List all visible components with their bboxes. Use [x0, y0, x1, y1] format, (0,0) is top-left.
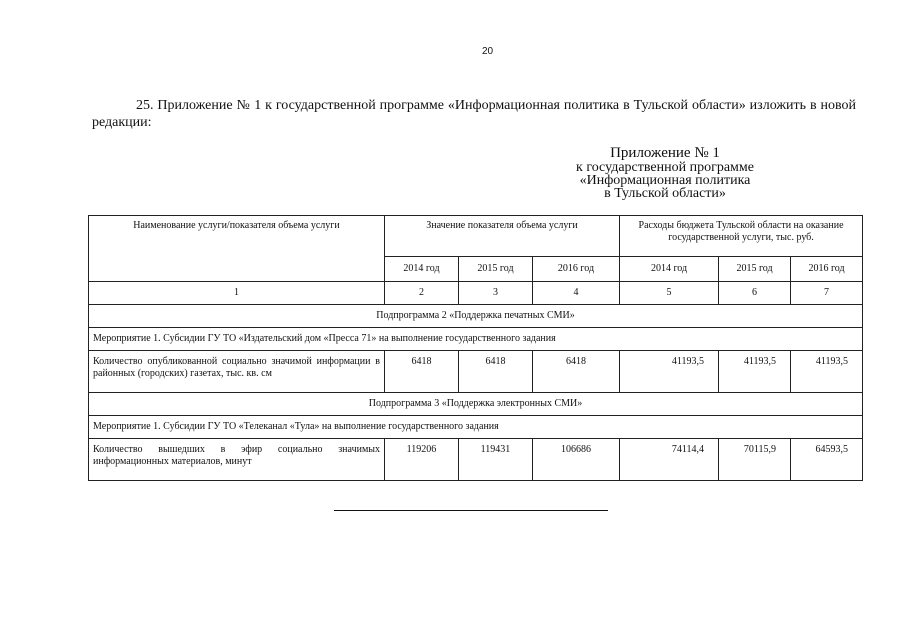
- indicator-name: Количество опубликованной социально значимой информации в районных (городских) газетах, тыс. кв. см: [89, 351, 385, 393]
- indicator-value: 119431: [459, 439, 533, 481]
- measure-row: [89, 416, 863, 439]
- appendix-line: Приложение № 1: [610, 145, 720, 161]
- column-number: 1: [89, 282, 385, 305]
- expense-value: 41193,5: [791, 351, 863, 393]
- appendix-line: «Информационная политика: [579, 173, 751, 188]
- column-number: 4: [533, 282, 620, 305]
- indicator-value: 6418: [385, 351, 459, 393]
- amendment-paragraph: 25. Приложение № 1 к государственной программе «Информационная политика в Тульской области» изложить в новой редакции:: [92, 98, 856, 130]
- measure-title: Мероприятие 1. Субсидии ГУ ТО «Издательский дом «Пресса 71» на выполнение государственного задания: [89, 328, 863, 351]
- column-number: 6: [719, 282, 791, 305]
- indicator-value: 6418: [533, 351, 620, 393]
- column-number: 5: [620, 282, 719, 305]
- header-year: 2016 год: [791, 257, 863, 282]
- subprogram-row: [89, 393, 863, 416]
- header-name: Наименование услуги/показателя объема услуги: [89, 216, 385, 282]
- table-row: [89, 351, 863, 393]
- column-number-row: [89, 282, 863, 305]
- page-number: 20: [482, 46, 494, 57]
- appendix-line: в Тульской области»: [604, 186, 726, 201]
- subprogram-row: [89, 305, 863, 328]
- subprogram-title: Подпрограмма 3 «Поддержка электронных СМИ»: [89, 393, 863, 416]
- column-number: 3: [459, 282, 533, 305]
- measure-title: Мероприятие 1. Субсидии ГУ ТО «Телеканал «Тула» на выполнение государственного задания: [89, 416, 863, 439]
- indicator-name: Количество вышедших в эфир социально значимых информационных материалов, минут: [89, 439, 385, 481]
- column-number: 7: [791, 282, 863, 305]
- expense-value: 64593,5: [791, 439, 863, 481]
- header-year: 2016 год: [533, 257, 620, 282]
- expense-value: 70115,9: [719, 439, 791, 481]
- subprogram-title: Подпрограмма 2 «Поддержка печатных СМИ»: [89, 305, 863, 328]
- expense-value: 74114,4: [620, 439, 719, 481]
- header-year: 2014 год: [620, 257, 719, 282]
- header-value-group: Значение показателя объема услуги: [385, 216, 620, 257]
- closing-rule: [334, 510, 608, 511]
- appendix-heading: [560, 145, 770, 200]
- header-year: 2014 год: [385, 257, 459, 282]
- table-row: [89, 439, 863, 481]
- column-number: 2: [385, 282, 459, 305]
- header-year: 2015 год: [719, 257, 791, 282]
- measure-row: [89, 328, 863, 351]
- indicator-value: 106686: [533, 439, 620, 481]
- header-expense-group: Расходы бюджета Тульской области на оказание государственной услуги, тыс. руб.: [620, 216, 863, 257]
- indicator-value: 119206: [385, 439, 459, 481]
- expense-value: 41193,5: [620, 351, 719, 393]
- appendix-line: к государственной программе: [576, 160, 754, 175]
- header-year: 2015 год: [459, 257, 533, 282]
- indicator-value: 6418: [459, 351, 533, 393]
- services-table: [88, 215, 863, 481]
- expense-value: 41193,5: [719, 351, 791, 393]
